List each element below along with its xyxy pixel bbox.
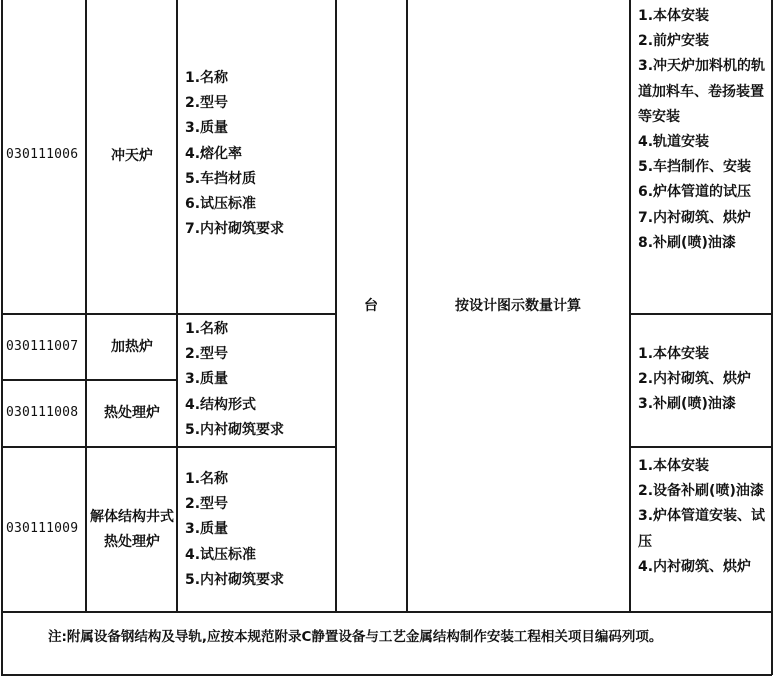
work-content-list <box>638 454 768 580</box>
feature-item: 4.结构形式 <box>185 396 257 413</box>
work-item: 6.炉体管道的试压 <box>638 184 752 201</box>
row-divider <box>1 313 336 315</box>
note-divider <box>1 611 772 613</box>
row-divider <box>629 446 772 448</box>
project-name: 解体结构井式热处理炉 <box>90 509 174 550</box>
column-divider <box>176 0 178 612</box>
work-item: 7.内衬砌筑、烘炉 <box>638 209 752 226</box>
table-note: 注:附属设备钢结构及导轨,应按本规范附录C静置设备与工艺金属结构制作安装工程相关项目编码列项。 <box>48 629 663 645</box>
project-code: 030111007 <box>6 339 79 354</box>
feature-item: 7.内衬砌筑要求 <box>185 221 285 238</box>
project-code: 030111006 <box>6 147 79 162</box>
work-item: 3.冲天炉加料机的轨道加料车、卷扬装置等安装 <box>638 58 766 125</box>
feature-item: 5.车挡材质 <box>185 170 257 187</box>
work-item: 8.补刷(喷)油漆 <box>638 234 736 251</box>
work-item: 1.本体安装 <box>638 346 710 362</box>
feature-item: 4.熔化率 <box>185 145 243 162</box>
feature-item: 2.型号 <box>185 95 229 112</box>
feature-item: 2.型号 <box>185 496 229 513</box>
work-content-list <box>638 342 768 418</box>
feature-item: 5.内衬砌筑要求 <box>185 421 285 438</box>
project-name: 加热炉 <box>111 339 153 355</box>
column-divider <box>629 0 631 612</box>
feature-item: 6.试压标准 <box>185 196 257 213</box>
project-code: 030111008 <box>6 405 79 420</box>
table-border-bottom <box>1 674 772 676</box>
feature-item: 3.质量 <box>185 371 229 388</box>
project-name: 热处理炉 <box>104 405 160 421</box>
feature-item: 1.名称 <box>185 321 229 337</box>
feature-item: 1.名称 <box>185 471 229 487</box>
work-item: 3.炉体管道安装、试压 <box>638 508 766 550</box>
row-divider <box>629 313 772 315</box>
work-item: 1.本体安装 <box>638 458 710 474</box>
work-content-list <box>638 4 768 256</box>
work-item: 3.补刷(喷)油漆 <box>638 396 736 413</box>
feature-item: 4.试压标准 <box>185 546 257 563</box>
work-item: 1.本体安装 <box>638 8 710 24</box>
unit-cell: 台 <box>364 298 378 314</box>
feature-item: 2.型号 <box>185 346 229 363</box>
feature-item: 3.质量 <box>185 521 229 538</box>
table-border-right <box>771 0 773 675</box>
work-item: 5.车挡制作、安装 <box>638 159 752 176</box>
work-item: 4.内衬砌筑、烘炉 <box>638 558 752 575</box>
row-divider <box>1 446 336 448</box>
work-item: 2.内衬砌筑、烘炉 <box>638 371 752 388</box>
feature-list <box>185 317 284 443</box>
feature-list <box>185 467 284 593</box>
project-code: 030111009 <box>6 521 79 536</box>
feature-item: 5.内衬砌筑要求 <box>185 571 285 588</box>
work-item: 2.前炉安装 <box>638 33 710 50</box>
work-item: 4.轨道安装 <box>638 134 710 151</box>
project-name: 冲天炉 <box>111 148 153 164</box>
work-item: 2.设备补刷(喷)油漆 <box>638 483 764 500</box>
calculation-rule: 按设计图示数量计算 <box>455 298 581 314</box>
column-divider <box>85 0 87 612</box>
row-divider <box>1 379 177 381</box>
feature-list <box>185 66 284 242</box>
table-border-left <box>1 0 3 675</box>
feature-item: 1.名称 <box>185 70 229 86</box>
feature-item: 3.质量 <box>185 120 229 137</box>
